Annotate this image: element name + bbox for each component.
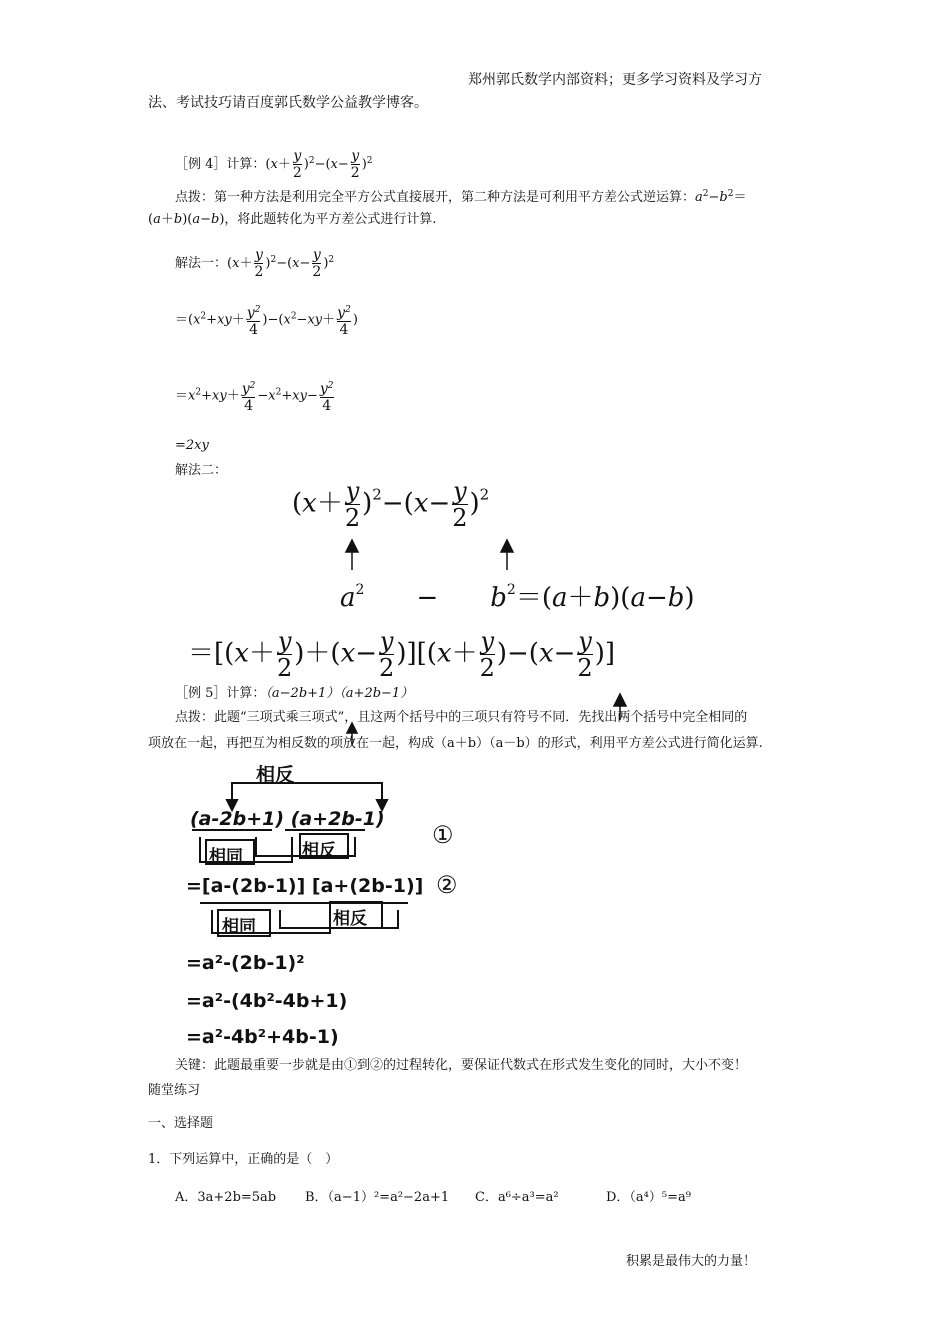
method-2-expression: (x＋ $\frac{y}{2}$ )$^2$−(x− $\frac{y}{2}$ )$^2$ <box>292 477 490 532</box>
tag-opposite-1: 相反 <box>302 841 336 861</box>
method-2-step: ＝[(x＋ $\frac{y}{2}$ )＋(x− $\frac{y}{2}$ )][(x＋ $\frac{y}{2}$ )−(x− $\frac{y}{2}$ )] <box>188 627 615 682</box>
method-1-label: 解法一： <box>175 256 228 271</box>
hint-text: 点拨：第一种方法是利用完全平方公式直接展开，第二种方法是可利用平方差公式逆运算： <box>175 190 696 205</box>
example-4-hint-2: (a＋b)(a−b)，将此题转化为平方差公式进行计算. <box>148 212 437 227</box>
option-a: A．3a+2b=5ab <box>175 1190 277 1205</box>
tag-same-1: 相同 <box>209 847 243 867</box>
footer: 积累是最伟大的力量！ <box>626 1254 757 1269</box>
example-4-hint: 点拨：第一种方法是利用完全平方公式直接展开，第二种方法是可利用平方差公式逆运算：$a^2-b^2=$ <box>175 189 747 205</box>
option-c: C．a⁶÷a³=a² <box>475 1190 559 1205</box>
tag-same-2: 相同 <box>222 917 256 937</box>
hint-tail: ，将此题转化为平方差公式进行计算. <box>224 212 437 227</box>
example-5-hint-2: 项放在一起，再把互为相反数的项放在一起，构成（a＋b）（a－b）的形式，利用平方差公式进行简化运算. <box>148 736 763 751</box>
section-title: 一、选择题 <box>148 1116 214 1131</box>
step-3: =a²-(2b-1)² <box>186 952 305 974</box>
example-5-expr: （a−2b+1）（a+2b−1） <box>265 686 414 701</box>
header-line-2: 法、考试技巧请百度郭氏数学公益教学博客。 <box>148 95 428 111</box>
example-5-key: 关键：此题最重要一步就是由①到②的过程转化，要保证代数式在形式发生变化的同时，大小不变！ <box>175 1058 748 1073</box>
step-4: =a²-(4b²-4b+1) <box>186 990 348 1012</box>
method-2-label: 解法二： <box>175 463 228 478</box>
header-line-1: 郑州郭氏数学内部资料；更多学习资料及学习方 <box>468 72 762 88</box>
method-1-step-1: $=(x^2+xy+$ $\frac{y^2}{4}$ )$-(x^2-xy+$ $\frac{y^2}{4}$ ) <box>175 305 358 338</box>
option-b: B．（a−1）²=a²−2a+1 <box>305 1190 450 1205</box>
circle-1: ① <box>432 821 454 849</box>
example-4-title: ［例 4］计算：(x＋ $\frac{y}{2}$ )$^2$−(x− $\frac{y}{2}$ )$^2$ <box>175 148 373 181</box>
tag-opposite-2: 相反 <box>333 909 367 929</box>
option-d: D．（a⁴）⁵=a⁹ <box>606 1190 691 1205</box>
question-1: 1．下列运算中，正确的是（ ） <box>148 1152 339 1167</box>
tag-opposite-top: 相反 <box>256 764 295 786</box>
method-1-result: =2xy <box>175 438 209 453</box>
method-1-line: 解法一：(x＋ $\frac{y}{2}$ )$^2$−(x− $\frac{y}{2}$ )$^2$ <box>175 247 335 280</box>
example-5-hint-1: 点拨：此题“三项式乘三项式”，且这两个括号中的三项只有符号不同．先找出两个括号中完全相同的 <box>175 710 748 725</box>
practice-title: 随堂练习 <box>148 1083 201 1098</box>
example-4-label: ［例 4］计算： <box>175 157 266 172</box>
step-5: =a²-4b²+4b-1) <box>186 1026 339 1048</box>
difference-of-squares: $a^2$ − $b^2=(a+b)(a-b)$ <box>340 582 695 613</box>
step-1: (a-2b+1) (a+2b-1) <box>190 808 385 830</box>
circle-2: ② <box>436 871 458 899</box>
method-1-step-2: $=x^2+xy+$ $\frac{y^2}{4}$ $-x^2+xy-$ $\frac{y^2}{4}$ <box>175 381 334 414</box>
step-2: =[a-(2b-1)] [a+(2b-1)] <box>186 875 424 897</box>
example-5-label: ［例 5］计算： <box>175 686 266 701</box>
